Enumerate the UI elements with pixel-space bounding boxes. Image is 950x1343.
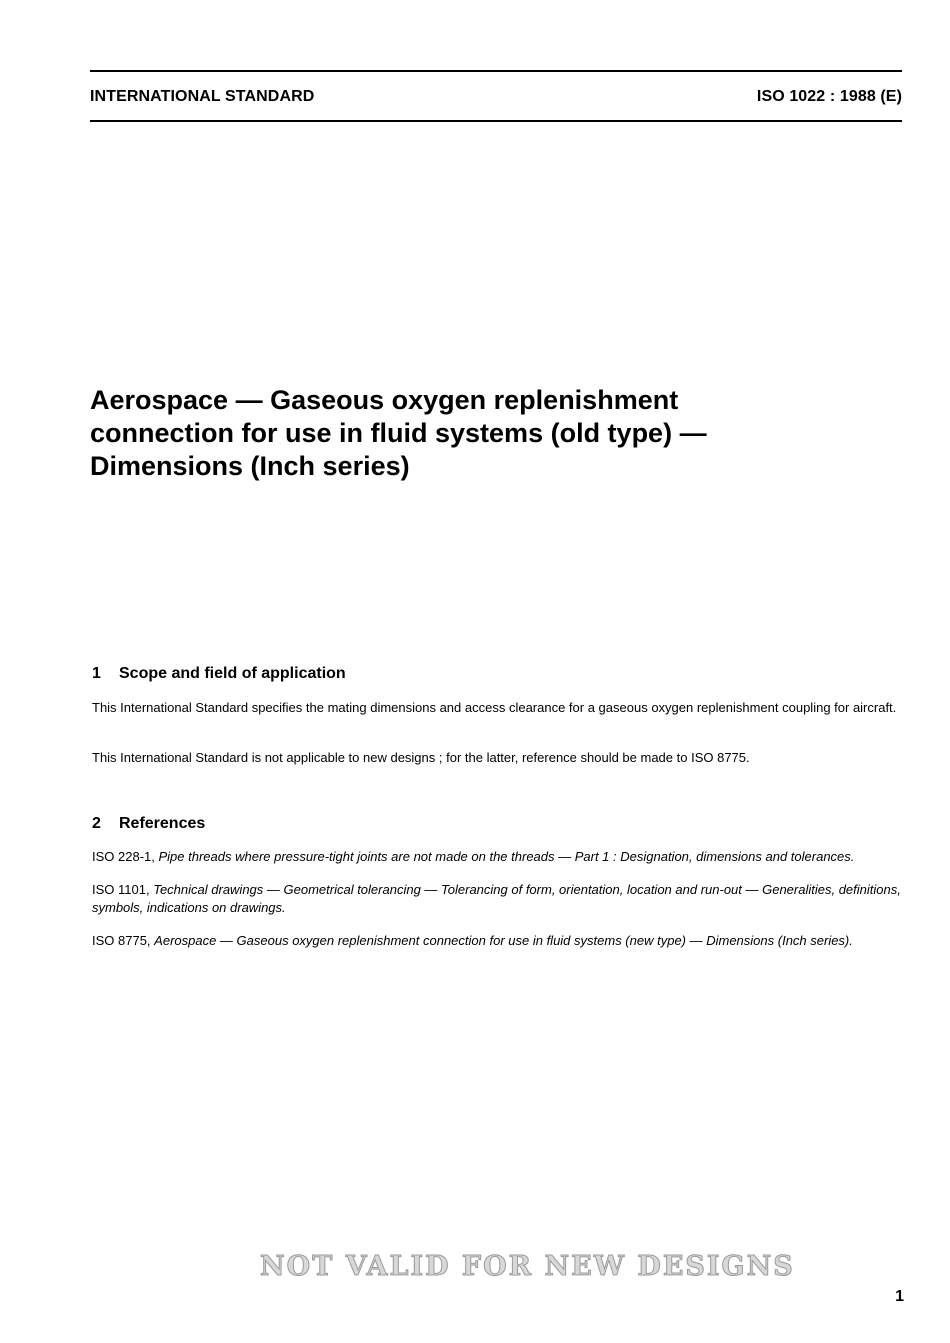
header-top-rule bbox=[90, 70, 902, 72]
title-line-1: Aerospace — Gaseous oxygen replenishment bbox=[90, 385, 679, 415]
reference-item bbox=[92, 848, 904, 866]
reference-title: Aerospace — Gaseous oxygen replenishment connection for use in fluid systems (new type) — Dimensions (Inch series). bbox=[154, 933, 853, 948]
reference-title: Technical drawings — Geometrical tolerancing — Tolerancing of form, orientation, location and run-out — Generalities, definitions, symbols, indications on drawings. bbox=[92, 882, 901, 915]
section-2-title: References bbox=[119, 815, 206, 832]
scope-paragraph-2: This International Standard is not applicable to new designs ; for the latter, reference should be made to ISO 8775. bbox=[92, 750, 750, 765]
title-line-2: connection for use in fluid systems (old type) — bbox=[90, 418, 707, 448]
page-number: 1 bbox=[895, 1288, 904, 1305]
document-title bbox=[90, 384, 850, 483]
scope-paragraph-1: This International Standard specifies the mating dimensions and access clearance for a gaseous oxygen replenishment coupling for aircraft. bbox=[92, 700, 897, 715]
reference-code: ISO 8775, bbox=[92, 933, 151, 948]
reference-code: ISO 1101, bbox=[92, 882, 150, 897]
reference-code: ISO 228-1, bbox=[92, 849, 155, 864]
document-type-label: INTERNATIONAL STANDARD bbox=[90, 88, 315, 105]
section-1-title: Scope and field of application bbox=[119, 665, 346, 682]
section-1-heading bbox=[92, 665, 346, 683]
not-valid-stamp: NOT VALID FOR NEW DESIGNS bbox=[260, 1251, 795, 1282]
section-2-heading bbox=[92, 815, 205, 833]
section-1-number: 1 bbox=[92, 665, 101, 682]
standard-number: ISO 1022 : 1988 (E) bbox=[756, 88, 902, 105]
reference-item bbox=[92, 932, 904, 950]
header-bottom-rule bbox=[90, 120, 902, 122]
title-line-3: Dimensions (Inch series) bbox=[90, 451, 410, 481]
section-2-number: 2 bbox=[92, 815, 101, 832]
reference-title: Pipe threads where pressure-tight joints are not made on the threads — Part 1 : Designation, dimensions and tolerances. bbox=[158, 849, 855, 864]
reference-item bbox=[92, 881, 904, 917]
